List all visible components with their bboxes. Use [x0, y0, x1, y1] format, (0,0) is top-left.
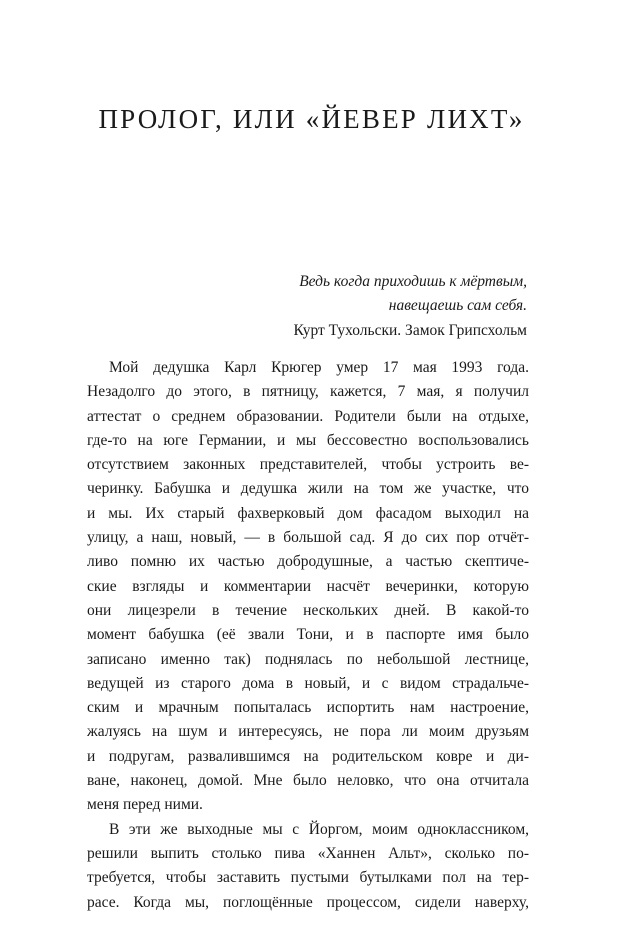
text-line: ливо помню их частью добродушные, а частью скептиче- — [87, 553, 529, 571]
epigraph — [87, 270, 527, 343]
text-line: меня перед ними. — [87, 796, 203, 814]
text-line: и подругам, развалившимся на родительском ковре и ди- — [87, 747, 529, 765]
paragraph — [87, 818, 529, 915]
text-line: ским и мрачным попыталась испортить нам настроение, — [87, 699, 529, 717]
text-line: В эти же выходные мы с Йоргом, моим одноклассником, — [109, 820, 529, 838]
text-line: жалуясь на шум и интересуясь, не пора ли моим друзьям — [87, 723, 529, 741]
text-line: Незадолго до этого, в пятницу, кажется, 7 мая, я получил — [87, 383, 529, 401]
text-line: записано именно так) поднялась по небольшой лестнице, — [87, 650, 529, 668]
text-line: момент бабушка (её звали Тони, и в паспорте имя было — [87, 626, 529, 644]
text-line: требуется, чтобы заставить пустыми бутылками пол на тер- — [87, 869, 529, 887]
text-line: решили выпить столько пива «Ханнен Альт», сколько по- — [87, 844, 529, 862]
text-line: улицу, а наш, новый, — в большой сад. Я до сих пор отчёт- — [87, 529, 529, 547]
text-line: и мы. Их старый фахверковый дом фасадом выходил на — [87, 504, 529, 522]
text-line: аттестат о среднем образовании. Родители были на отдыхе, — [87, 407, 529, 425]
text-line: расе. Когда мы, поглощённые процессом, сидели наверху, — [87, 893, 529, 911]
text-line: ские взгляды и комментарии насчёт вечеринки, которую — [87, 577, 529, 595]
paragraph — [87, 356, 529, 818]
text-line: отсутствием законных представителей, чтобы устроить ве- — [87, 456, 529, 474]
text-line: Мой дедушка Карл Крюгер умер 17 мая 1993 года. — [109, 359, 529, 376]
chapter-title: ПРОЛОГ, ИЛИ «ЙЕВЕР ЛИХТ» — [98, 104, 525, 134]
text-line: они лицезрели в течение нескольких дней. В какой-то — [87, 601, 529, 619]
text-line: черинку. Бабушка и дедушка жили на том же участке, что — [87, 480, 529, 498]
text-line: где-то на юге Германии, и мы бессовестно воспользовались — [87, 431, 529, 449]
epigraph-source: Курт Тухольски. Замок Грипсхольм — [293, 322, 527, 339]
text-line: ведущей из старого дома в новый, и с видом страдальче- — [87, 674, 529, 692]
epigraph-line: навещаешь сам себя. — [388, 297, 527, 314]
text-line: ване, наконец, домой. Мне было неловко, что она отчитала — [87, 772, 529, 790]
epigraph-line: Ведь когда приходишь к мёртвым, — [299, 273, 527, 290]
body-text — [87, 356, 529, 915]
